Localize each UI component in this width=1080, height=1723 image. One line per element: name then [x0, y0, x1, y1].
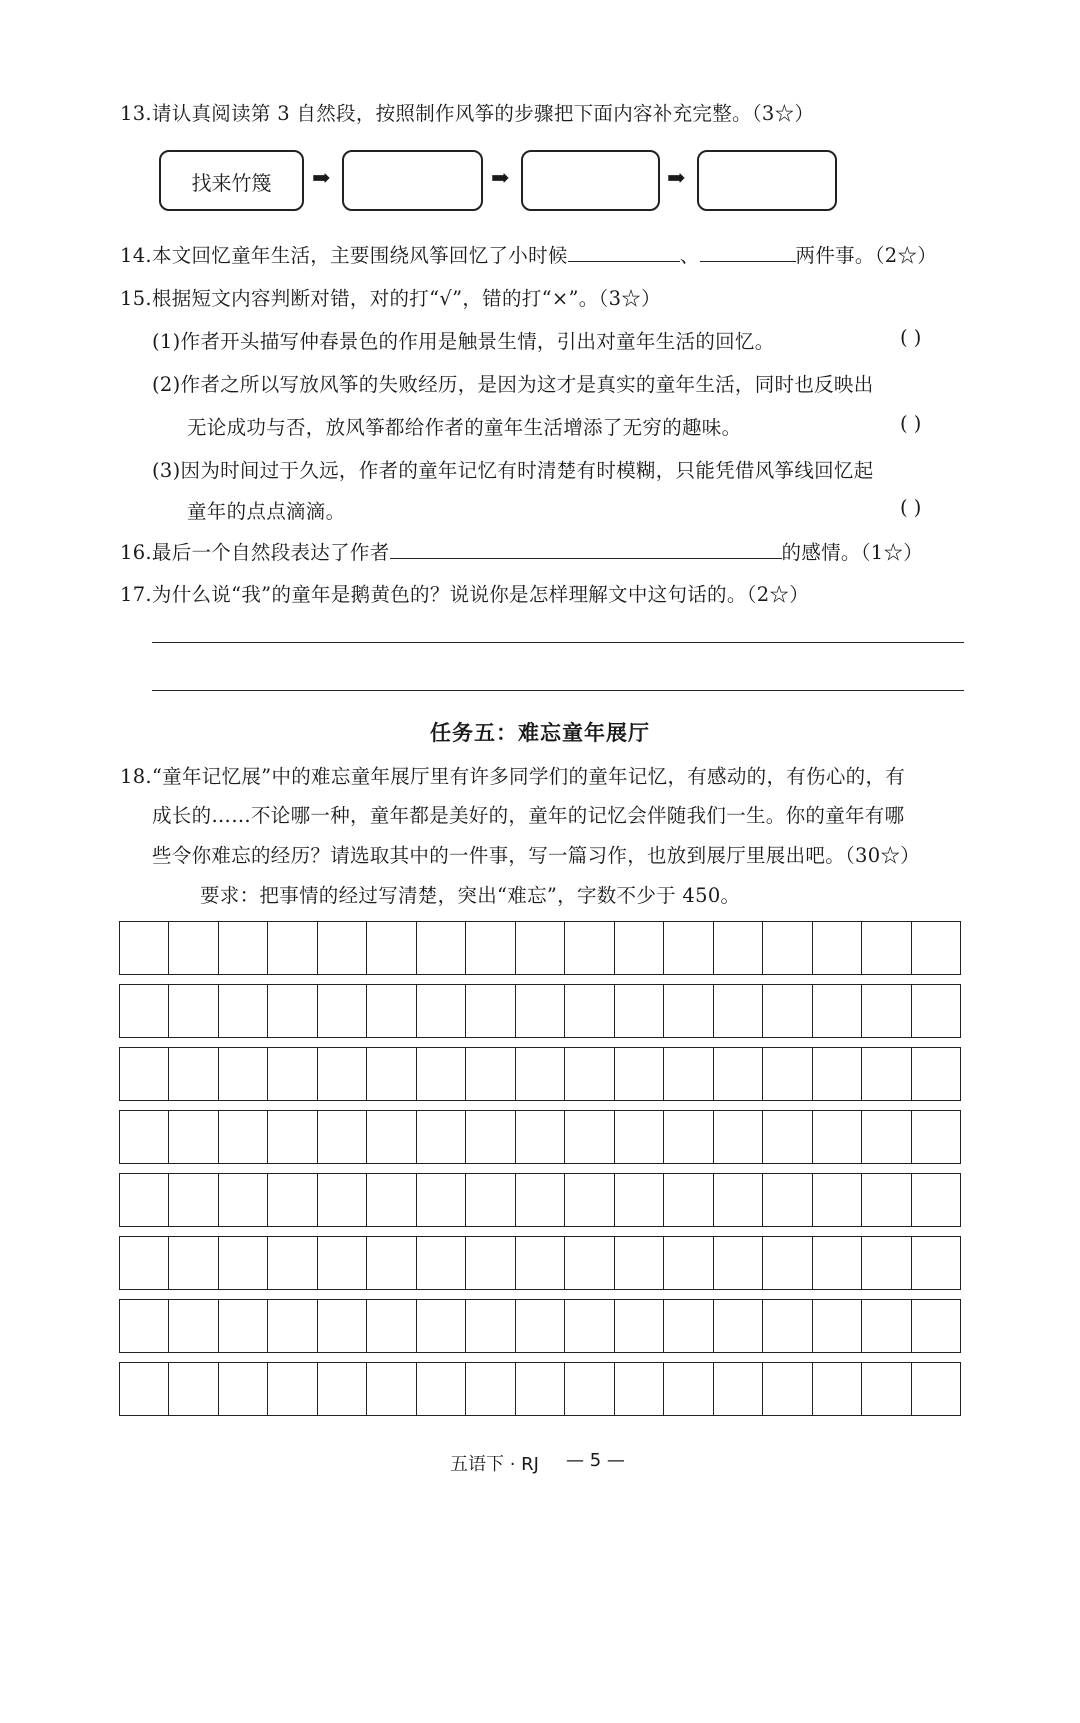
- question-15-item-3-line-2: 童年的点点滴滴。: [187, 500, 346, 523]
- arrow-icon: ➡: [491, 165, 510, 191]
- question-17: 17.为什么说“我”的童年是鹅黄色的？说说你是怎样理解文中这句话的。（2☆）: [120, 583, 810, 606]
- grid-row[interactable]: [119, 1236, 961, 1290]
- answer-paren-3[interactable]: ( ): [900, 496, 922, 519]
- question-15-item-2-line-2: 无论成功与否，放风筝都给作者的童年生活增添了无穷的趣味。: [187, 416, 742, 439]
- question-18-requirement: 要求：把事情的经过写清楚，突出“难忘”，字数不少于 450。: [200, 884, 741, 907]
- question-15-item-2-line-1: (2)作者之所以写放风筝的失败经历，是因为这才是真实的童年生活，同时也反映出: [152, 373, 874, 396]
- arrow-icon: ➡: [667, 165, 686, 191]
- question-15-item-3-line-1: (3)因为时间过于久远，作者的童年记忆有时清楚有时模糊，只能凭借风筝线回忆起: [152, 459, 874, 482]
- answer-blank-1[interactable]: [568, 243, 680, 262]
- grid-row[interactable]: [119, 1362, 961, 1416]
- step-box-2-blank[interactable]: [342, 150, 483, 211]
- question-18-line-3: 些令你难忘的经历？请选取其中的一件事，写一篇习作，也放到展厅里展出吧。（30☆）: [152, 844, 921, 867]
- grid-row[interactable]: [119, 1047, 961, 1101]
- page-number: — 5 —: [566, 1450, 625, 1471]
- question-18-line-1: 18.“童年记忆展”中的难忘童年展厅里有许多同学们的童年记忆，有感动的，有伤心的，有: [120, 765, 906, 788]
- footer-label: 五语下 · RJ: [450, 1454, 539, 1475]
- answer-blank-3[interactable]: [390, 540, 782, 559]
- question-16-part1: 16.最后一个自然段表达了作者: [120, 541, 390, 564]
- section-title: 任务五：难忘童年展厅: [430, 720, 650, 745]
- answer-line-2[interactable]: [152, 690, 964, 691]
- grid-row[interactable]: [119, 984, 961, 1038]
- question-15: 15.根据短文内容判断对错，对的打“√”，错的打“×”。（3☆）: [120, 287, 661, 310]
- question-15-item-1: (1)作者开头描写仲春景色的作用是触景生情，引出对童年生活的回忆。: [152, 330, 775, 353]
- grid-row[interactable]: [119, 1299, 961, 1353]
- arrow-icon: ➡: [312, 165, 331, 191]
- answer-blank-2[interactable]: [700, 243, 796, 262]
- step-box-3-blank[interactable]: [521, 150, 660, 211]
- grid-row[interactable]: [119, 921, 961, 975]
- question-16: [120, 537, 923, 565]
- step-box-4-blank[interactable]: [697, 150, 837, 211]
- answer-line-1[interactable]: [152, 642, 964, 643]
- answer-paren-2[interactable]: ( ): [900, 412, 922, 435]
- question-14-part1: 14.本文回忆童年生活，主要围绕风筝回忆了小时候: [120, 244, 568, 267]
- step-box-1: [159, 150, 304, 211]
- grid-row[interactable]: [119, 1173, 961, 1227]
- question-14-separator: 、: [679, 244, 700, 267]
- writing-grid: [119, 921, 961, 1723]
- question-14: [120, 240, 937, 268]
- answer-paren-1[interactable]: ( ): [900, 326, 922, 349]
- grid-row[interactable]: [119, 1110, 961, 1164]
- question-18-line-2: 成长的……不论哪一种，童年都是美好的，童年的记忆会伴随我们一生。你的童年有哪: [152, 804, 905, 827]
- question-14-part2: 两件事。（2☆）: [795, 244, 938, 267]
- question-13: 13.请认真阅读第 3 自然段，按照制作风筝的步骤把下面内容补充完整。（3☆）: [120, 102, 815, 125]
- step-1-label: 找来竹篾: [191, 171, 272, 195]
- question-16-part2: 的感情。（1☆）: [781, 541, 924, 564]
